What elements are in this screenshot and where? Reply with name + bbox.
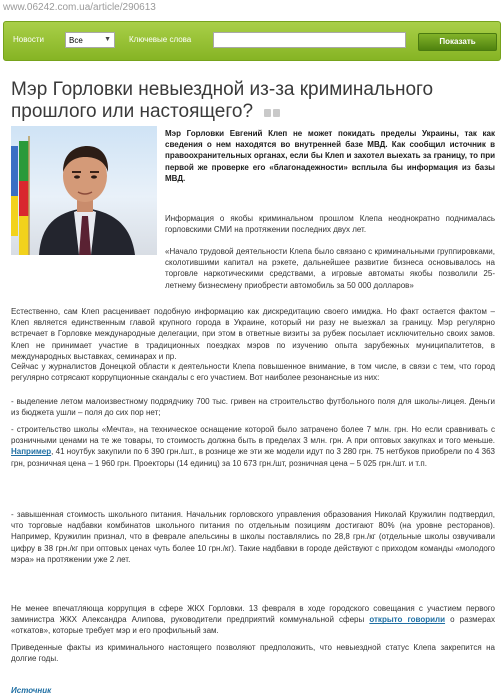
chevron-down-icon: ▼ — [104, 36, 111, 43]
article-paragraph: Приведенные факты из криминального настоящего позволяют предположить, что невыездной статус Клепа закрепится на долгие годы. — [11, 643, 495, 664]
address-url: www.06242.com.ua/article/290613 — [3, 2, 156, 13]
title-tools — [262, 101, 280, 123]
article-paragraph — [11, 603, 495, 637]
article-paragraph: Сейчас у журналистов Донецкой области к деятельности Клепа повышенное внимание, в том числе, в связи с тем, что город регулярно сотрясают коррупционные скандалы с его участием. Вот наиболее резонансные из них: — [11, 362, 495, 383]
article-quote: «Начало трудовой деятельности Клепа было связано с криминальными группировками, сколотившими капитал на рэкете, дальнейшее развитие бизнеса основывалось на торговле наркотическими средствами, а игровые автоматы якобы позволили 25-летнему бизнесмену приобрести автомобиль за 50 000 долларов» — [165, 247, 495, 290]
show-button[interactable]: Показать — [418, 33, 497, 51]
mayor-portrait-image — [11, 126, 157, 255]
paragraph-text: Не менее впечатляюща коррупция в сфере ЖКХ Горловки. 13 февраля в ходе городского совещания с участием первого заминистра ЖКХ Александра Алипова, руководители предприятий коммунальной сферы — [11, 604, 495, 625]
print-icon[interactable] — [264, 109, 271, 117]
category-select-value: Все — [69, 36, 83, 45]
article-title-text: Мэр Горловки невыездной из-за криминального прошлого или настоящего? — [11, 79, 434, 123]
article-paragraph: - выделение летом малоизвестному подрядчику 700 тыс. гривен на строительство футбольного поля для школы-лицея. Деньги из бюджета ушли – поля до сих пор нет; — [11, 397, 495, 418]
article-paragraph: Информация о якобы криминальном прошлом Клепа неоднократно поднималась горловскими СМИ на протяжении последних двух лет. — [165, 214, 495, 235]
keywords-input[interactable] — [213, 32, 406, 48]
source-link[interactable]: Источник — [11, 686, 52, 695]
article-title — [11, 79, 499, 123]
paragraph-text: о размерах «откатов», которые требует мэр и его профильный зам. — [11, 615, 496, 636]
article-paragraph: Естественно, сам Клеп расценивает подобную информацию как дискредитацию своего имиджа. Но факт остается фактом – Клеп является единственным главой крупного города в Украине, который ни разу не выезжал за границу. Мэр регулярно встречает в Горловке международные делегации, при этом в ответные визиты за рубеж посылает исключительно своих замов. Клеп не принимает участие в традиционных поездках мэров по изучению опыта зарубежных муниципалитетов, в международных выставках, семинарах и пр. — [11, 307, 495, 361]
openly-said-link[interactable]: открыто говорили — [369, 615, 446, 625]
news-label: Новости — [13, 35, 44, 44]
example-link[interactable]: Например — [11, 447, 52, 457]
keywords-label: Ключевые слова — [129, 35, 192, 44]
mayor-photo — [11, 126, 157, 255]
search-bar — [3, 21, 501, 61]
article-lead: Мэр Горловки Евгений Клеп не может покидать пределы Украины, так как сведения о нем находятся во внутренней базе МВД. Как сообщил источник в правоохранительных органах, если бы Клеп и захотел выехать за границу, то при первой же проверке его «благонадежности» всплыла бы информация из базы МВД. — [165, 129, 495, 183]
paragraph-text: - строительство школы «Мечта», на техническое оснащение которой было затрачено более 7 млн. грн. Но если сравнивать с розничными ценами на те же товары, то стоимость должна быть в пределах 3 млн. грн. А при оптовых закупках и того меньше. — [11, 425, 495, 446]
paragraph-text: , 41 ноутбук закупили по 6 390 грн./шт., в рознице же эти же модели идут по 3 280 грн. 75 нетбуков приобрели по 4 363 грн, розничная цена – 1 960 грн. Проекторы (14 единиц) за 10 673 грн./шт, розничная цена – 5 025 грн./шт. и т.п. — [11, 447, 495, 468]
share-icon[interactable] — [273, 109, 280, 117]
article-paragraph — [11, 424, 495, 469]
article-paragraph: - завышенная стоимость школьного питания. Начальник горловского управления образования Николай Кружилин подтвердил, что торговые надбавки комбинатов школьного питания по отдельным позициям достигают 80% (на уровне ресторанов). Например, Кружилин признал, что в феврале апельсины в школы поставлялись по 28,8 грн./кг (отдельные школы озвучивали цифру в 38 грн./кг при оптовых ценах чуть более 10 грн./кг). Такие надбавки в городе действуют с приходом команды «молодого мэра» на протяжении уже 2 лет. — [11, 510, 495, 564]
category-select[interactable] — [65, 32, 115, 48]
